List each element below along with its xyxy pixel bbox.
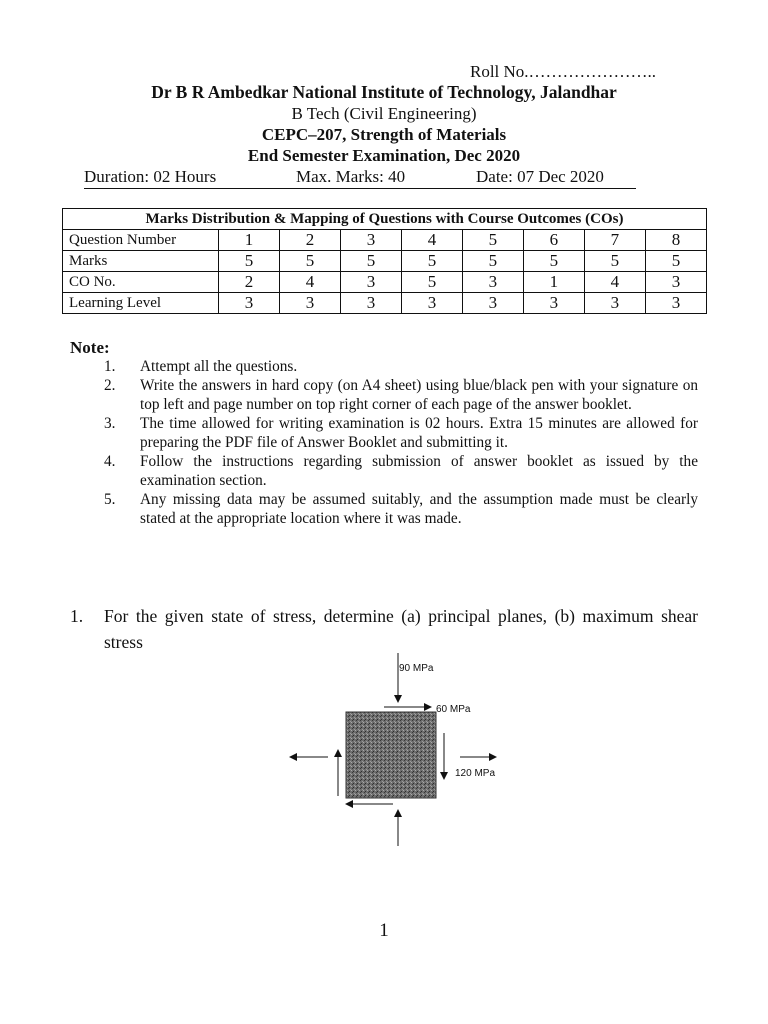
table-cell: 5 <box>645 251 706 272</box>
table-cell: 3 <box>340 293 401 314</box>
exam-date-text: Date: 07 Dec 2020 <box>476 167 604 186</box>
table-cell: 5 <box>584 251 645 272</box>
note-text: Follow the instructions regarding submission of answer booklet as issued by the examination section. <box>140 453 698 489</box>
note-item <box>100 452 698 490</box>
max-marks-text: Max. Marks: 40 <box>296 167 406 186</box>
roll-number-field: Roll No.………………….. <box>470 62 657 81</box>
marks-distribution-table <box>62 208 707 314</box>
table-cell: 7 <box>584 230 645 251</box>
table-cell: 4 <box>401 230 462 251</box>
notes-heading: Note: <box>70 338 110 357</box>
table-row <box>63 293 707 314</box>
note-text: The time allowed for writing examination is 02 hours. Extra 15 minutes are allowed for preparing the PDF file of Answer Booklet and submitting it. <box>140 415 698 451</box>
table-cell: 3 <box>584 293 645 314</box>
table-cell: 5 <box>523 251 584 272</box>
note-item <box>100 414 698 452</box>
note-text: Attempt all the questions. <box>140 358 298 375</box>
table-cell: 3 <box>279 293 340 314</box>
table-row <box>63 272 707 293</box>
row-label: Marks <box>63 251 219 272</box>
duration-text: Duration: 02 Hours <box>84 167 217 186</box>
table-cell: 3 <box>401 293 462 314</box>
table-cell: 5 <box>279 251 340 272</box>
table-cell: 1 <box>523 272 584 293</box>
course-title: CEPC–207, Strength of Materials <box>261 125 507 144</box>
table-cell: 3 <box>645 272 706 293</box>
note-number: 3. <box>104 415 116 432</box>
table-cell: 3 <box>219 293 280 314</box>
note-number: 2. <box>104 377 116 394</box>
note-item <box>100 490 698 528</box>
table-cell: 2 <box>219 272 280 293</box>
table-cell: 5 <box>219 251 280 272</box>
note-item <box>100 376 698 414</box>
institute-name: Dr B R Ambedkar National Institute of Technology, Jalandhar <box>151 82 617 102</box>
table-cell: 5 <box>462 251 523 272</box>
stress-element <box>346 712 436 798</box>
row-label: Learning Level <box>63 293 219 314</box>
table-cell: 6 <box>523 230 584 251</box>
note-number: 5. <box>104 491 116 508</box>
table-cell: 5 <box>340 251 401 272</box>
note-text: Any missing data may be assumed suitably, and the assumption made must be clearly stated at the appropriate location where it was made. <box>140 491 698 527</box>
table-row <box>63 230 707 251</box>
table-cell: 5 <box>401 251 462 272</box>
table-cell: 4 <box>279 272 340 293</box>
table-cell: 3 <box>340 230 401 251</box>
table-cell: 3 <box>523 293 584 314</box>
table-caption: Marks Distribution & Mapping of Questions with Course Outcomes (COs) <box>63 209 707 230</box>
note-text: Write the answers in hard copy (on A4 sheet) using blue/black pen with your signature on top left and page number on top right corner of each page of the answer booklet. <box>140 377 698 413</box>
row-label: CO No. <box>63 272 219 293</box>
question-text: For the given state of stress, determine (a) principal planes, (b) maximum shear stress <box>104 606 698 652</box>
table-cell: 3 <box>340 272 401 293</box>
stress-element-figure <box>280 648 520 853</box>
table-cell: 5 <box>462 230 523 251</box>
table-cell: 3 <box>462 272 523 293</box>
notes-list <box>100 357 698 528</box>
row-label: Question Number <box>63 230 219 251</box>
table-cell: 2 <box>279 230 340 251</box>
table-cell: 4 <box>584 272 645 293</box>
table-cell: 3 <box>645 293 706 314</box>
table-cell: 1 <box>219 230 280 251</box>
meta-underline <box>84 188 636 189</box>
question-number: 1. <box>70 606 84 626</box>
exam-title: End Semester Examination, Dec 2020 <box>247 146 521 165</box>
note-number: 1. <box>104 358 116 375</box>
table-row <box>63 251 707 272</box>
stress-label-120: 120 MPa <box>455 768 496 779</box>
stress-label-90: 90 MPa <box>399 663 434 674</box>
stress-label-60: 60 MPa <box>436 704 471 715</box>
note-number: 4. <box>104 453 116 470</box>
table-caption-row <box>63 209 707 230</box>
table-cell: 3 <box>462 293 523 314</box>
table-cell: 8 <box>645 230 706 251</box>
page-number: 1 <box>379 920 389 941</box>
table-cell: 5 <box>401 272 462 293</box>
note-item <box>100 357 698 376</box>
program-name: B Tech (Civil Engineering) <box>291 104 477 123</box>
